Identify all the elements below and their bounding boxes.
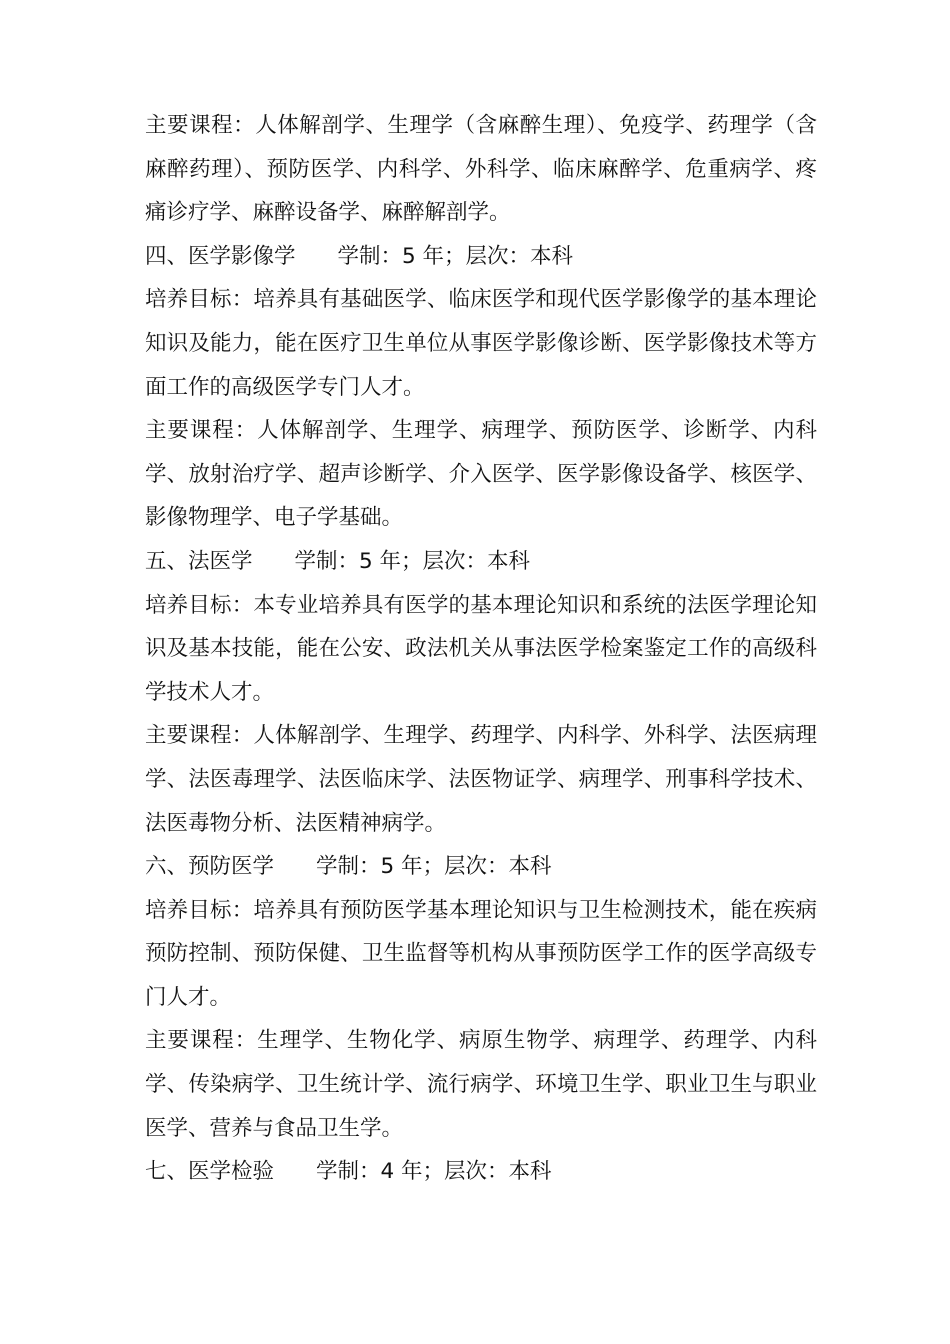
major-title: 六、预防医学 xyxy=(145,854,275,880)
major-heading-medical-laboratory xyxy=(145,1150,817,1194)
major-detail: 学制：5 年；层次：本科 xyxy=(294,548,531,574)
course-list-medical-imaging: 主要课程：人体解剖学、生理学、病理学、预防医学、诊断学、内科学、放射治疗学、超声诊断学、介入医学、医学影像设备学、核医学、影像物理学、电子学基础。 xyxy=(145,418,817,531)
document-body xyxy=(145,104,817,1194)
course-list-preventive-medicine: 主要课程：生理学、生物化学、病原生物学、病理学、药理学、内科学、传染病学、卫生统计学、流行病学、环境卫生学、职业卫生与职业医学、营养与食品卫生学。 xyxy=(145,1028,817,1141)
major-heading-forensic-medicine xyxy=(145,540,817,584)
major-title: 七、医学检验 xyxy=(145,1159,275,1185)
major-detail: 学制：5 年；层次：本科 xyxy=(337,243,574,269)
major-title: 五、法医学 xyxy=(145,548,253,574)
course-list-forensic-medicine: 主要课程：人体解剖学、生理学、药理学、内科学、外科学、法医病理学、法医毒理学、法医临床学、法医物证学、病理学、刑事科学技术、法医毒物分析、法医精神病学。 xyxy=(145,723,817,836)
major-detail: 学制：5 年；层次：本科 xyxy=(316,854,552,880)
training-goal-medical-imaging: 培养目标：培养具有基础医学、临床医学和现代医学影像学的基本理论知识及能力，能在医疗卫生单位从事医学影像诊断、医学影像技术等方面工作的高级医学专门人才。 xyxy=(145,287,817,400)
major-heading-preventive-medicine xyxy=(145,845,817,889)
training-goal-forensic-medicine: 培养目标：本专业培养具有医学的基本理论知识和系统的法医学理论知识及基本技能，能在公安、政法机关从事法医学检案鉴定工作的高级科学技术人才。 xyxy=(145,592,817,705)
major-detail: 学制：4 年；层次：本科 xyxy=(316,1159,552,1185)
course-list-anesthesiology: 主要课程：人体解剖学、生理学（含麻醉生理）、免疫学、药理学（含麻醉药理）、预防医学、内科学、外科学、临床麻醉学、危重病学、疼痛诊疗学、麻醉设备学、麻醉解剖学。 xyxy=(145,113,817,226)
major-title: 四、医学影像学 xyxy=(145,243,296,269)
training-goal-preventive-medicine: 培养目标：培养具有预防医学基本理论知识与卫生检测技术，能在疾病预防控制、预防保健、卫生监督等机构从事预防医学工作的医学高级专门人才。 xyxy=(145,897,817,1010)
major-heading-medical-imaging xyxy=(145,235,817,279)
